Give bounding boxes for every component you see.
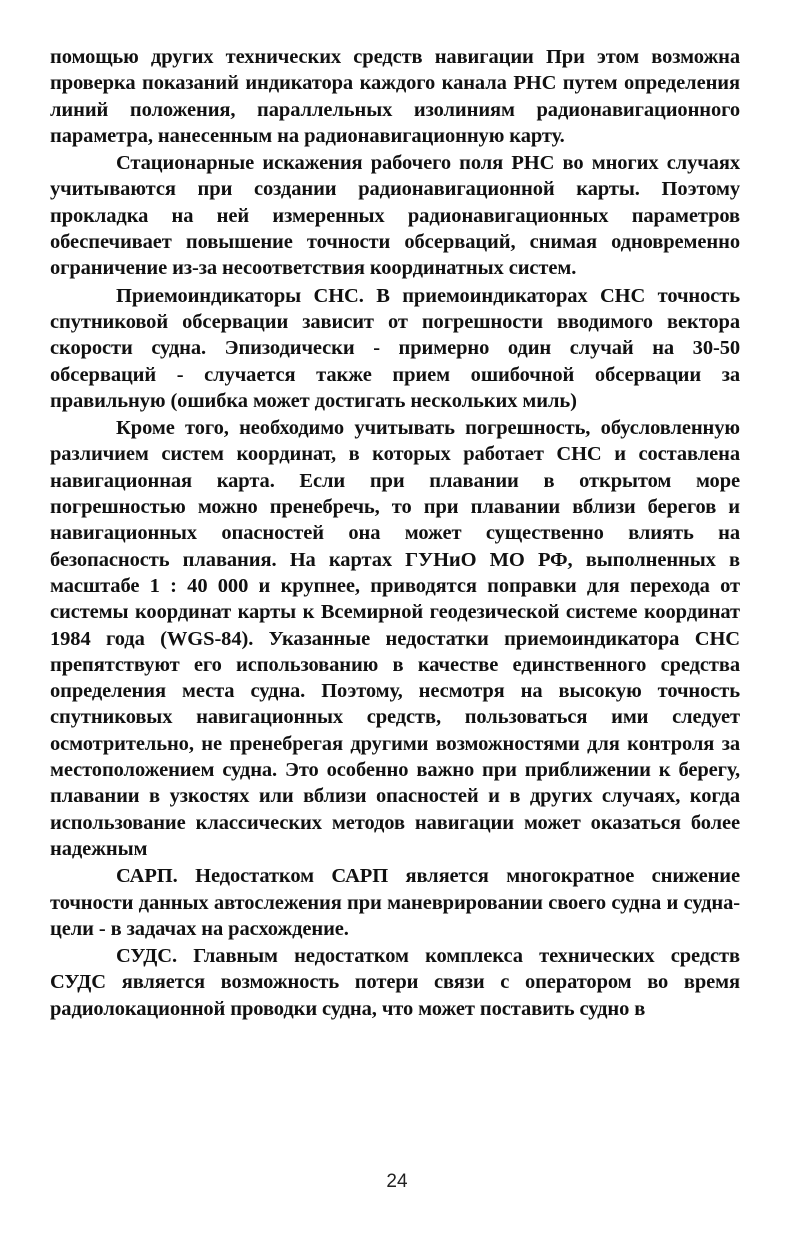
page-number: 24 <box>386 1171 408 1192</box>
paragraph-lead: Приемоиндикаторы СНС. <box>116 284 364 307</box>
paragraph-sarp <box>50 863 740 942</box>
page-body <box>50 44 740 1022</box>
paragraph-sns-receivers <box>50 283 740 414</box>
paragraph-continuation <box>50 44 740 149</box>
paragraph-text: помощью других технических средств навигации При этом возможна проверка показаний индикатора каждого канала РНС путем определения линий положения, параллельных изолиниям радионавигационного параметра, нанесенным на радионавигационную карту. <box>50 46 740 147</box>
paragraph-lead: СУДС. <box>116 945 178 968</box>
paragraph-lead: САРП. <box>116 865 178 888</box>
paragraph-suds <box>50 943 740 1022</box>
paragraph-text: Недостатком САРП является многократное снижение точности данных автослежения при маневрировании своего судна и судна-цели - в задачах на расхождение. <box>50 865 740 940</box>
paragraph-text: В приемоиндикаторах СНС точность спутниковой обсервации зависит от погрешности вводимого вектора скорости судна. Эпизодически - примерно один случай на 30-50 обсерваций - случается также прием ошибочной обсервации за правильную (ошибка может достигать нескольких миль) <box>50 284 741 412</box>
paragraph-stationary-distortions <box>50 150 740 281</box>
paragraph-coordinate-systems <box>50 415 740 862</box>
paragraph-text: Стационарные искажения рабочего поля РНС во многих случаях учитываются при создании радионавигационной карты. Поэтому прокладка на ней измеренных радионавигационных параметров обеспечивает повышение точности обсерваций, снимая одновременно ограничение из-за несоответствия координатных систем. <box>50 152 740 280</box>
paragraph-text: Кроме того, необходимо учитывать погрешность, обусловленную различием систем координат, в которых работает СНС и составлена навигационная карта. Если при плавании в открытом море погрешностью можно пренебречь, то при плавании вблизи берегов и навигационных опасностей она может существенно влиять на безопасность плавания. На картах ГУНиО МО РФ, выполненных в масштабе 1 : 40 000 и крупнее, приводятся поправки для перехода от системы координат карты к Всемирной геодезической системе координат 1984 года (WGS-84). Указанные недостатки приемоиндикатора СНС препятствуют его использованию в качестве единственного средства определения места судна. Поэтому, несмотря на высокую точность спутниковых навигационных средств, пользоваться ими следует осмотрительно, не пренебрегая другими возможностями для контроля за местоположением судна. Это особенно важно при приближении к берегу, плавании в узкостях или вблизи опасностей и в других случаях, когда использование классических методов навигации может оказаться более надежным <box>50 417 740 860</box>
paragraph-text: Главным недостатком комплекса технических средств СУДС является возможность потери связи с оператором во время радиолокационной проводки судна, что может поставить судно в <box>50 945 740 1020</box>
